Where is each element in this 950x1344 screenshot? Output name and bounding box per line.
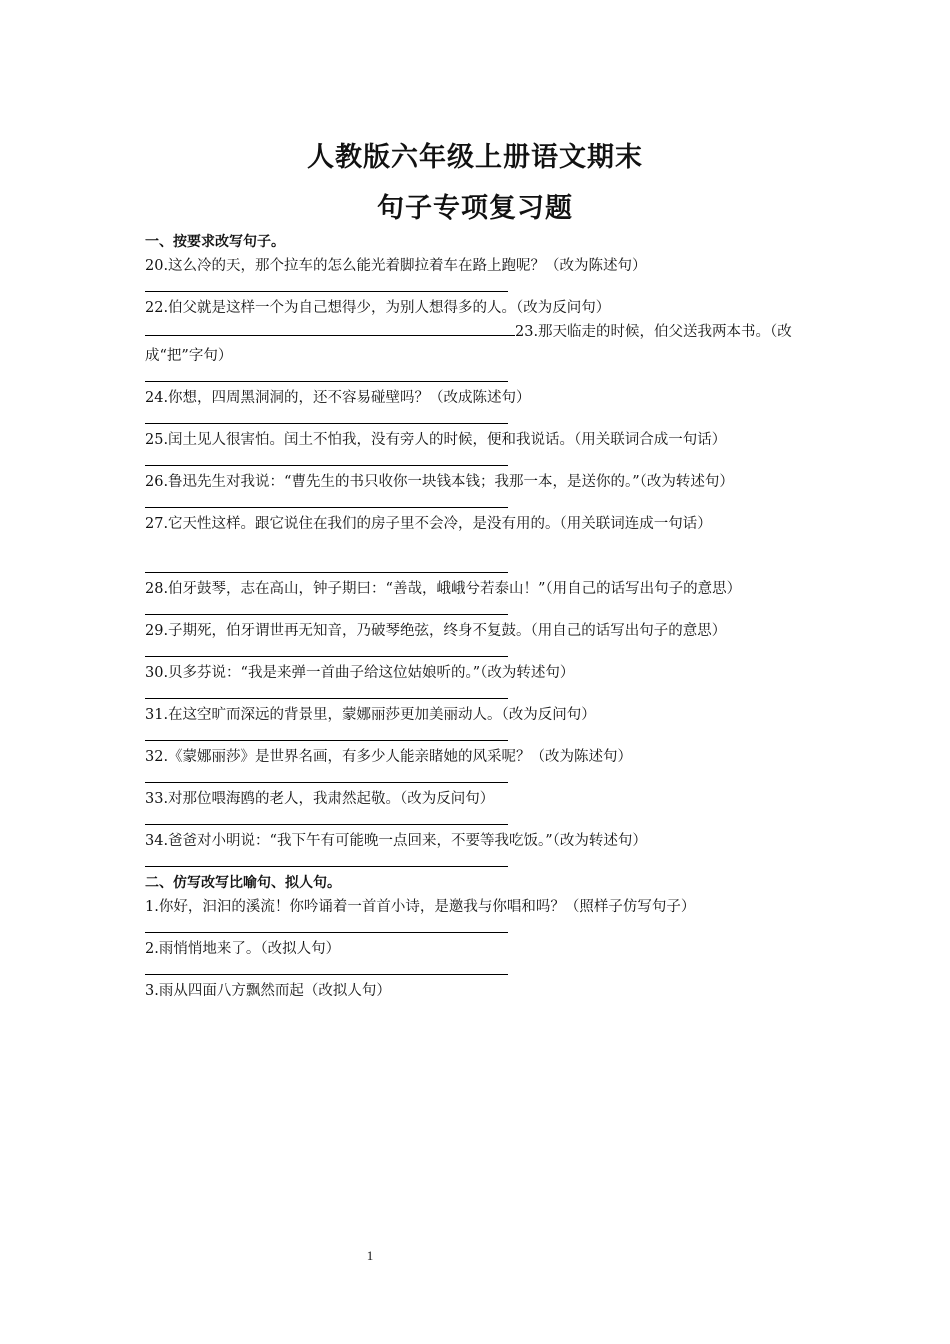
question-23-row bbox=[145, 320, 810, 368]
answer-line-s2-2[interactable] bbox=[145, 961, 508, 975]
question-26: 26.鲁迅先生对我说：“曹先生的书只收你一块钱本钱；我那一本，是送你的。”（改为转述句） bbox=[145, 474, 734, 490]
answer-line-23[interactable] bbox=[145, 368, 508, 382]
answer-line-31[interactable] bbox=[145, 727, 508, 741]
page-title: 人教版六年级上册语文期末 bbox=[307, 142, 643, 173]
section-heading-rewrite: 一、按要求改写句子。 bbox=[145, 234, 285, 250]
answer-line-20[interactable] bbox=[145, 278, 508, 292]
question-33: 33.对那位喂海鸥的老人，我肃然起敬。（改为反问句） bbox=[145, 791, 495, 807]
page-number: 1 bbox=[366, 1248, 374, 1263]
answer-line-33[interactable] bbox=[145, 811, 508, 825]
question-34: 34.爸爸对小明说：“我下午有可能晚一点回来，不要等我吃饭。”（改为转述句） bbox=[145, 833, 647, 849]
question-22: 22.伯父就是这样一个为自己想得少，为别人想得多的人。（改为反问句） bbox=[145, 300, 611, 316]
question-27: 27.它天性这样。跟它说住在我们的房子里不会冷，是没有用的。（用关联词连成一句话） bbox=[145, 516, 712, 532]
question-29: 29.子期死，伯牙谓世再无知音，乃破琴绝弦，终身不复鼓。（用自己的话写出句子的意思） bbox=[145, 623, 727, 639]
question-23: 23.那天临走的时候，伯父送我两本书。（改成“把”字句） bbox=[145, 324, 792, 364]
answer-line-22[interactable] bbox=[145, 321, 515, 336]
answer-line-29[interactable] bbox=[145, 643, 508, 657]
answer-line-26[interactable] bbox=[145, 494, 508, 508]
question-s2-3: 3.雨从四面八方飘然而起（改拟人句） bbox=[145, 983, 391, 999]
answer-line-24[interactable] bbox=[145, 410, 508, 424]
answer-line-30[interactable] bbox=[145, 685, 508, 699]
section-heading-imitate: 二、仿写改写比喻句、拟人句。 bbox=[145, 875, 341, 891]
answer-line-32[interactable] bbox=[145, 769, 508, 783]
question-20: 20.这么冷的天，那个拉车的怎么能光着脚拉着车在路上跑呢？（改为陈述句） bbox=[145, 258, 647, 274]
page-subtitle: 句子专项复习题 bbox=[377, 193, 573, 224]
answer-line-s2-1[interactable] bbox=[145, 919, 508, 933]
answer-line-28[interactable] bbox=[145, 601, 508, 615]
question-24: 24.你想，四周黑洞洞的，还不容易碰壁吗？（改成陈述句） bbox=[145, 390, 531, 406]
question-25: 25.闰土见人很害怕。闰土不怕我，没有旁人的时候，便和我说话。（用关联词合成一句话） bbox=[145, 432, 727, 448]
question-s2-2: 2.雨悄悄地来了。（改拟人句） bbox=[145, 941, 341, 957]
answer-line-34[interactable] bbox=[145, 853, 508, 867]
answer-line-27[interactable] bbox=[145, 536, 508, 573]
question-list bbox=[145, 230, 810, 1003]
answer-line-25[interactable] bbox=[145, 452, 508, 466]
question-31: 31.在这空旷而深远的背景里，蒙娜丽莎更加美丽动人。（改为反问句） bbox=[145, 707, 596, 723]
question-s2-1: 1.你好，汩汩的溪流！你吟诵着一首首小诗，是邀我与你唱和吗？（照样子仿写句子） bbox=[145, 899, 696, 915]
question-28: 28.伯牙鼓琴，志在高山，钟子期曰：“善哉，峨峨兮若泰山！”（用自己的话写出句子的意思） bbox=[145, 581, 742, 597]
question-32: 32.《蒙娜丽莎》是世界名画，有多少人能亲睹她的风采呢？（改为陈述句） bbox=[145, 749, 633, 765]
question-30: 30.贝多芬说：“我是来弹一首曲子给这位姑娘听的。”（改为转述句） bbox=[145, 665, 575, 681]
